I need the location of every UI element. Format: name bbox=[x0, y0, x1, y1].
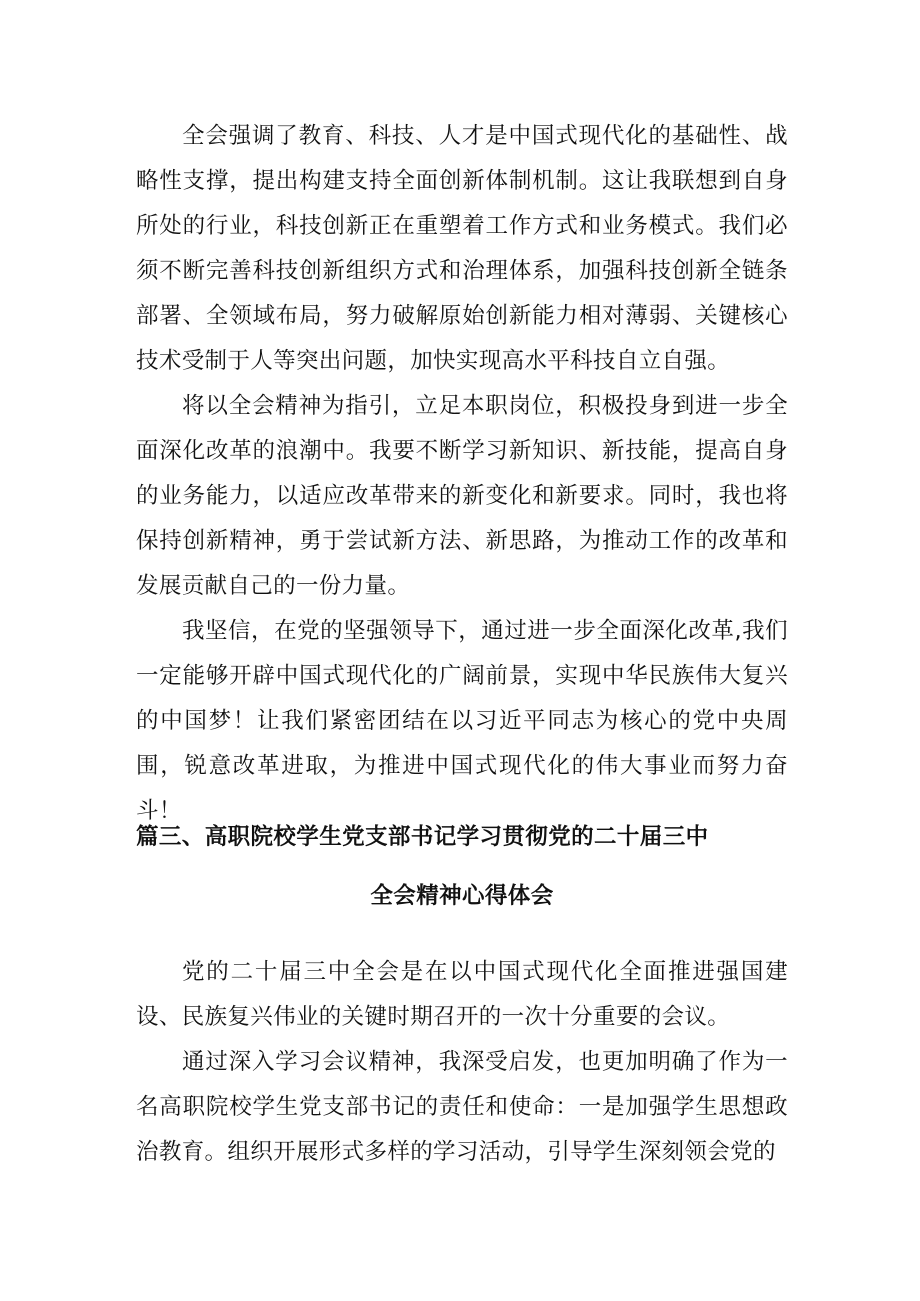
section-title-line2: 全会精神心得体会 bbox=[370, 883, 554, 909]
paragraph-education-science: 全会强调了教育、科技、人才是中国式现代化的基础性、战略性支撑，提出构建支持全面创新体制机制。这让我联想到自身所处的行业，科技创新正在重塑着工作方式和业务模式。我们必须不断完善科技创新组织方式和治理体系，加强科技创新全链条部署、全领域布局，努力破解原始创新能力相对薄弱、关键核心技术受制于人等突出问题，加快实现高水平科技自立自强。 bbox=[136, 123, 788, 374]
paragraph-meeting-intro: 党的二十届三中全会是在以中国式现代化全面推进强国建设、民族复兴伟业的关键时期召开的一次十分重要的会议。 bbox=[136, 959, 788, 1030]
body-text-top bbox=[136, 114, 788, 834]
paragraph-plenary-spirit: 将以全会精神为指引，立足本职岗位，积极投身到进一步全面深化改革的浪潮中。我要不断学习新知识、新技能，提高自身的业务能力，以适应改革带来的新变化和新要求。同时，我也将保持创新精神，勇于尝试新方法、新思路，为推动工作的改革和发展贡献自己的一份力量。 bbox=[136, 393, 788, 599]
body-text-bottom bbox=[136, 950, 788, 1175]
section-title bbox=[136, 815, 788, 919]
paragraph-responsibility: 通过深入学习会议精神，我深受启发，也更加明确了作为一名高职院校学生党支部书记的责任和使命：一是加强学生思想政治教育。组织开展形式多样的学习活动，引导学生深刻领会党的 bbox=[136, 1049, 788, 1165]
paragraph-conviction: 我坚信，在党的坚强领导下，通过进一步全面深化改革,我们一定能够开辟中国式现代化的广阔前景，实现中华民族伟大复兴的中国梦！让我们紧密团结在以习近平同志为核心的党中央周围，锐意改革进取，为推进中国式现代化的伟大事业而努力奋斗！ bbox=[136, 618, 788, 824]
section-title-line1: 篇三、高职院校学生党支部书记学习贯彻党的二十届三中 bbox=[136, 824, 709, 850]
